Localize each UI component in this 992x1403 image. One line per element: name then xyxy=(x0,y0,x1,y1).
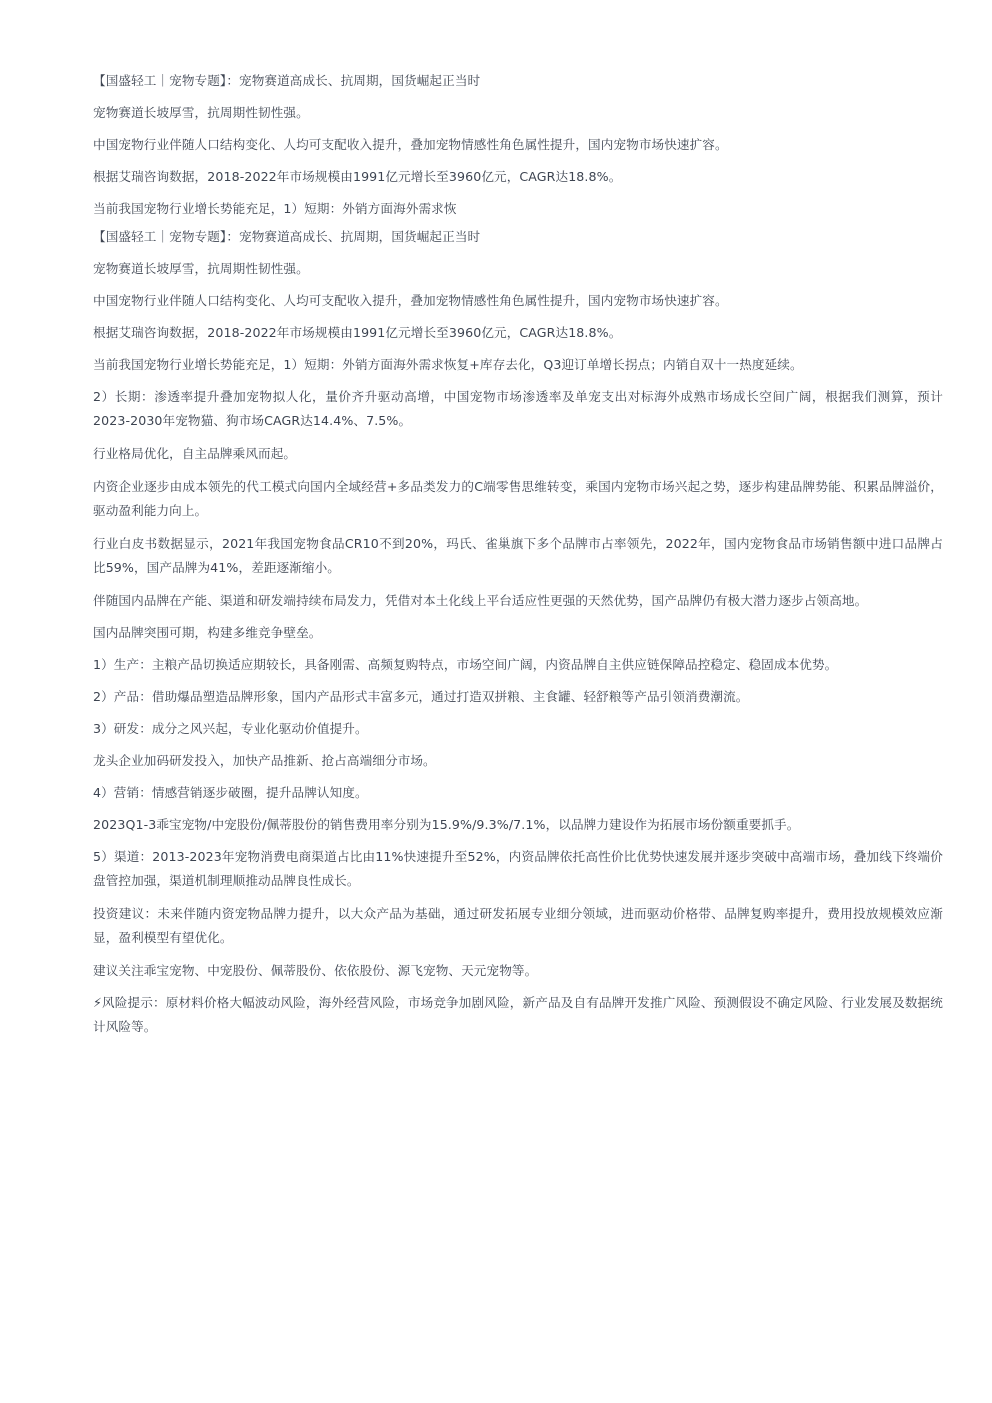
paragraph: 中国宠物行业伴随人口结构变化、人均可支配收入提升，叠加宠物情感性角色属性提升，国内宠物市场快速扩容。 xyxy=(93,293,728,308)
paragraph: 龙头企业加码研发投入，加快产品推新、抢占高端细分市场。 xyxy=(93,753,436,768)
paragraph: 2023Q1-3乖宝宠物/中宠股份/佩蒂股份的销售费用率分别为15.9%/9.3%/7.1%，以品牌力建设作为拓展市场份额重要抓手。 xyxy=(93,817,800,832)
paragraph: 1）生产：主粮产品切换适应期较长，具备刚需、高频复购特点，市场空间广阔，内资品牌自主供应链保障品控稳定、稳固成本优势。 xyxy=(93,657,838,672)
article-body xyxy=(93,69,943,1039)
paragraph: 2）长期：渗透率提升叠加宠物拟人化，量价齐升驱动高增，中国宠物市场渗透率及单宠支出对标海外成熟市场成长空间广阔，根据我们测算，预计2023-2030年宠物猫、狗市场CAGR达14.4%、7.5%。 xyxy=(93,389,943,428)
paragraph: 3）研发：成分之风兴起，专业化驱动价值提升。 xyxy=(93,721,368,736)
paragraph: 宠物赛道长坡厚雪，抗周期性韧性强。 xyxy=(93,105,309,120)
paragraph: 2）产品：借助爆品塑造品牌形象，国内产品形式丰富多元，通过打造双拼粮、主食罐、轻舒粮等产品引领消费潮流。 xyxy=(93,689,749,704)
paragraph: 5）渠道：2013-2023年宠物消费电商渠道占比由11%快速提升至52%，内资品牌依托高性价比优势快速发展并逐步突破中高端市场，叠加线下终端价盘管控加强，渠道机制理顺推动品牌良性成长。 xyxy=(93,849,943,888)
paragraph: 根据艾瑞咨询数据，2018-2022年市场规模由1991亿元增长至3960亿元，CAGR达18.8%。 xyxy=(93,169,622,184)
paragraph: 国内品牌突围可期，构建多维竞争壁垒。 xyxy=(93,625,322,640)
paragraph-truncated: 当前我国宠物行业增长势能充足，1）短期：外销方面海外需求恢 xyxy=(93,201,457,216)
risk-warning: ⚡风险提示：原材料价格大幅波动风险，海外经营风险，市场竞争加剧风险，新产品及自有品牌开发推广风险、预测假设不确定风险、行业发展及数据统计风险等。 xyxy=(93,995,943,1034)
paragraph: 伴随国内品牌在产能、渠道和研发端持续布局发力，凭借对本土化线上平台适应性更强的天然优势，国产品牌仍有极大潜力逐步占领高地。 xyxy=(93,593,868,608)
paragraph: 当前我国宠物行业增长势能充足，1）短期：外销方面海外需求恢复+库存去化，Q3迎订单增长拐点；内销自双十一热度延续。 xyxy=(93,357,803,372)
paragraph: 根据艾瑞咨询数据，2018-2022年市场规模由1991亿元增长至3960亿元，CAGR达18.8%。 xyxy=(93,325,622,340)
paragraph: 投资建议：未来伴随内资宠物品牌力提升，以大众产品为基础，通过研发拓展专业细分领域，进而驱动价格带、品牌复购率提升，费用投放规模效应渐显，盈利模型有望优化。 xyxy=(93,906,943,945)
paragraph: 内资企业逐步由成本领先的代工模式向国内全域经营+多品类发力的C端零售思维转变，乘国内宠物市场兴起之势，逐步构建品牌势能、积累品牌溢价，驱动盈利能力向上。 xyxy=(93,479,943,518)
paragraph: 行业白皮书数据显示，2021年我国宠物食品CR10不到20%，玛氏、雀巢旗下多个品牌市占率领先，2022年，国内宠物食品市场销售额中进口品牌占比59%，国产品牌为41%，差距逐渐缩小。 xyxy=(93,536,943,575)
paragraph: 宠物赛道长坡厚雪，抗周期性韧性强。 xyxy=(93,261,309,276)
paragraph: 建议关注乖宝宠物、中宠股份、佩蒂股份、依依股份、源飞宠物、天元宠物等。 xyxy=(93,963,538,978)
paragraph: 中国宠物行业伴随人口结构变化、人均可支配收入提升，叠加宠物情感性角色属性提升，国内宠物市场快速扩容。 xyxy=(93,137,728,152)
article-heading-repeat: 【国盛轻工｜宠物专题】：宠物赛道高成长、抗周期，国货崛起正当时 xyxy=(93,229,481,244)
article-heading: 【国盛轻工｜宠物专题】：宠物赛道高成长、抗周期，国货崛起正当时 xyxy=(93,73,481,88)
paragraph: 行业格局优化，自主品牌乘风而起。 xyxy=(93,446,297,461)
paragraph: 4）营销：情感营销逐步破圈，提升品牌认知度。 xyxy=(93,785,368,800)
